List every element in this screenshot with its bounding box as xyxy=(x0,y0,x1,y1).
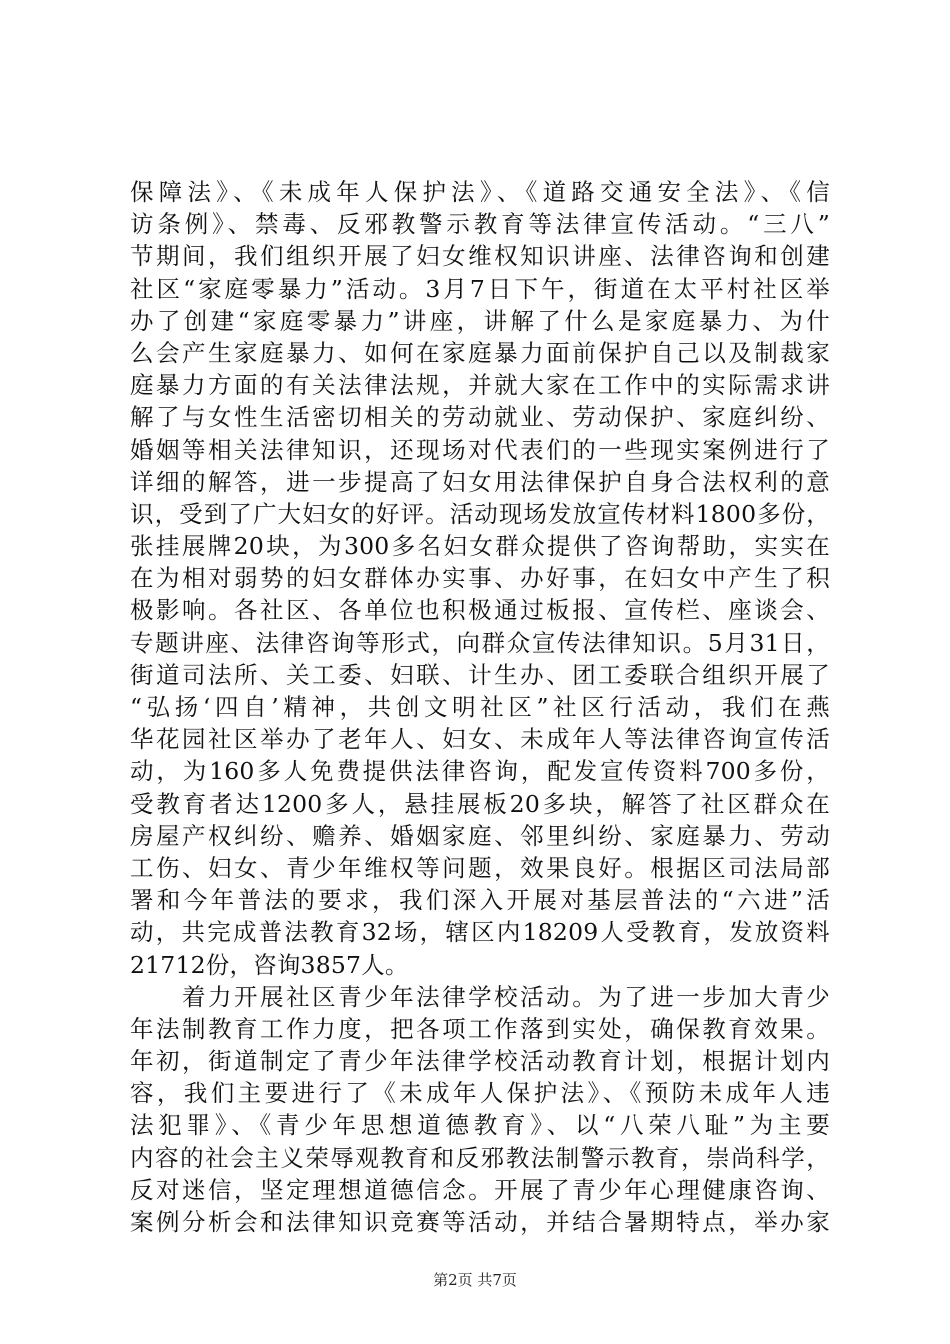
text-line: 节期间，我们组织开展了妇女维权知识讲座、法律咨询和创建 xyxy=(130,242,830,271)
text-line: 署和今年普法的要求，我们深入开展对基层普法的“六进”活 xyxy=(130,886,830,915)
text-line: 么会产生家庭暴力、如何在家庭暴力面前保护自己以及制裁家 xyxy=(130,338,830,367)
text-line: 受教育者达1200多人，悬挂展板20多块，解答了社区群众在 xyxy=(130,789,830,818)
text-line: 动，为160多人免费提供法律咨询，配发宣传资料700多份， xyxy=(130,757,830,786)
text-line: 华花园社区举办了老年人、妇女、未成年人等法律咨询宣传活 xyxy=(130,725,830,754)
text-line: “弘扬‘四自’精神，共创文明社区”社区行活动，我们在燕 xyxy=(130,693,830,721)
text-line: 年初，街道制定了青少年法律学校活动教育计划，根据计划内 xyxy=(130,1047,830,1076)
text-line: 反对迷信，坚定理想道德信念。开展了青少年心理健康咨询、 xyxy=(130,1175,830,1204)
text-line: 办了创建“家庭零暴力”讲座，讲解了什么是家庭暴力、为什 xyxy=(130,306,830,335)
text-line: 在为相对弱势的妇女群体办实事、办好事，在妇女中产生了积 xyxy=(130,564,830,593)
text-line: 保障法》、《未成年人保护法》、《道路交通安全法》、《信 xyxy=(130,178,830,206)
text-line: 案例分析会和法律知识竞赛等活动，并结合暑期特点，举办家 xyxy=(130,1208,830,1236)
text-line: 详细的解答，进一步提高了妇女用法律保护自身合法权利的意 xyxy=(130,467,830,496)
page-number-footer: 第2页 共7页 xyxy=(433,1271,517,1289)
text-line: 极影响。各社区、各单位也积极通过板报、宣传栏、座谈会、 xyxy=(130,596,830,625)
body-text xyxy=(130,176,830,1238)
text-line: 庭暴力方面的有关法律法规，并就大家在工作中的实际需求讲 xyxy=(130,371,830,400)
text-line-paragraph-start: 着力开展社区青少年法律学校活动。为了进一步加大青少 xyxy=(130,982,830,1011)
text-line: 识，受到了广大妇女的好评。活动现场发放宣传材料1800多份， xyxy=(130,499,830,528)
text-line: 张挂展牌20块，为300多名妇女群众提供了咨询帮助，实实在 xyxy=(130,532,830,561)
text-line: 社区“家庭零暴力”活动。3月7日下午，街道在太平村社区举 xyxy=(130,274,830,303)
text-line-paragraph-end: 21712份，咨询3857人。 xyxy=(130,950,409,979)
text-line: 房屋产权纠纷、赡养、婚姻家庭、邻里纠纷、家庭暴力、劳动 xyxy=(130,821,830,850)
text-line: 婚姻等相关法律知识，还现场对代表们的一些现实案例进行了 xyxy=(130,435,830,464)
text-line: 解了与女性生活密切相关的劳动就业、劳动保护、家庭纠纷、 xyxy=(130,403,830,432)
text-line: 容，我们主要进行了《未成年人保护法》、《预防未成年人违 xyxy=(130,1079,830,1108)
text-line: 街道司法所、关工委、妇联、计生办、团工委联合组织开展了 xyxy=(130,660,830,689)
text-line: 动，共完成普法教育32场，辖区内18209人受教育，发放资料 xyxy=(130,918,830,947)
text-line: 法犯罪》、《青少年思想道德教育》、以“八荣八耻”为主要 xyxy=(130,1111,830,1140)
text-line: 访条例》、禁毒、反邪教警示教育等法律宣传活动。“三八” xyxy=(130,210,830,239)
text-line: 内容的社会主义荣辱观教育和反邪教法制警示教育，崇尚科学， xyxy=(130,1143,830,1172)
text-line: 工伤、妇女、青少年维权等问题，效果良好。根据区司法局部 xyxy=(130,853,830,882)
text-line: 专题讲座、法律咨询等形式，向群众宣传法律知识。5月31日， xyxy=(130,628,830,657)
text-line: 年法制教育工作力度，把各项工作落到实处，确保教育效果。 xyxy=(130,1014,830,1043)
